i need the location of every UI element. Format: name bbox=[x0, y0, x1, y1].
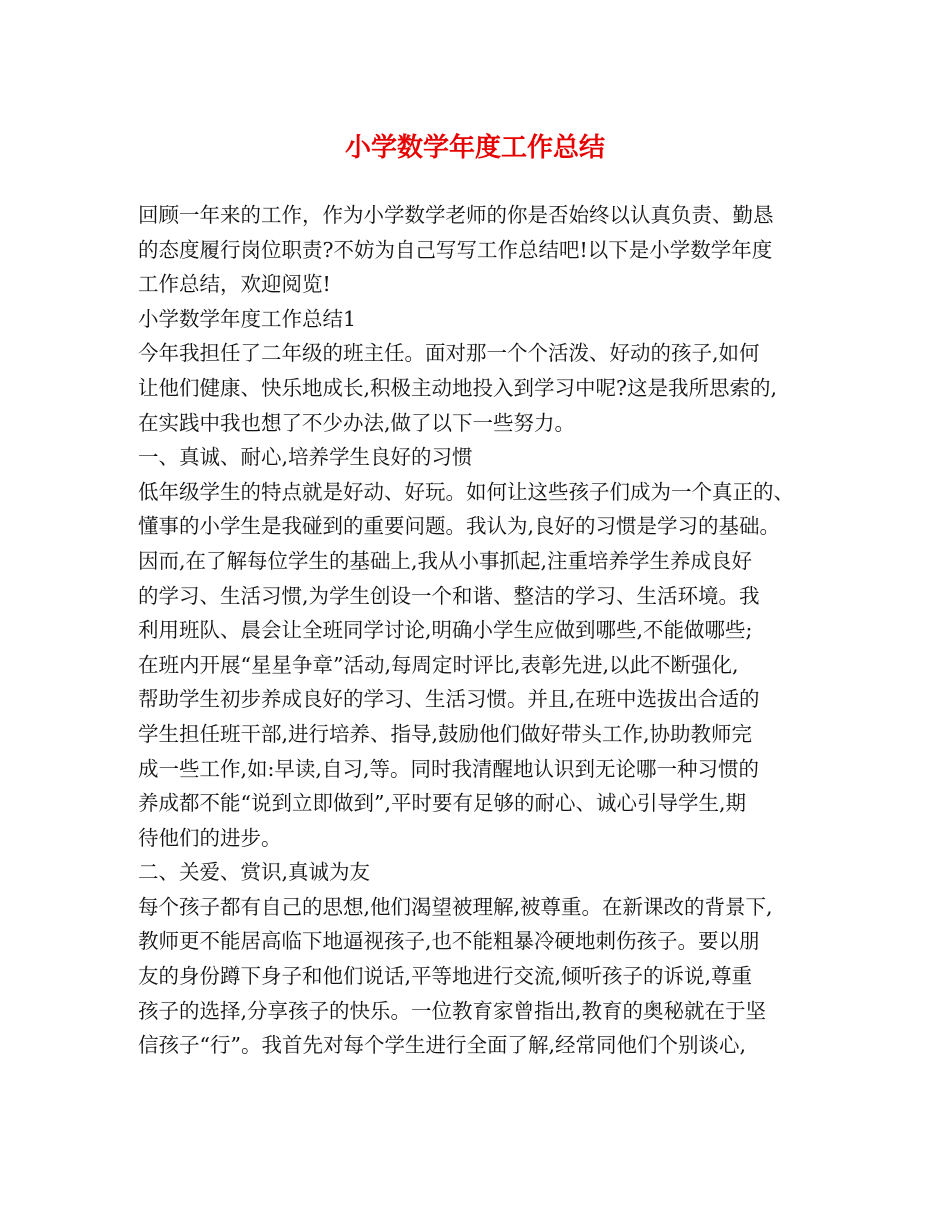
text-line: 养成都不能“说到立即做到”,平时要有足够的耐心、诚心引导学生,期 bbox=[138, 791, 746, 816]
document-body bbox=[138, 198, 828, 1063]
text-line: 帮助学生初步养成良好的学习、生活习惯。并且,在班中选拔出合适的 bbox=[138, 687, 760, 712]
text-line: 懂事的小学生是我碰到的重要问题。我认为,良好的习惯是学习的基础。 bbox=[138, 514, 781, 539]
text-line: 的学习、生活习惯,为学生创设一个和谐、整洁的学习、生活环境。我 bbox=[138, 583, 760, 608]
text-line: 每个孩子都有自己的思想,他们渴望被理解,被尊重。在新课改的背景下, bbox=[138, 894, 773, 919]
text-line: 在实践中我也想了不少办法,做了以下一些努力。 bbox=[138, 410, 576, 435]
text-line: 因而,在了解每位学生的基础上,我从小事抓起,注重培养学生养成良好 bbox=[138, 548, 753, 573]
text-line: 让他们健康、快乐地成长,积极主动地投入到学习中呢?这是我所思索的, bbox=[138, 375, 778, 400]
document-title: 小学数学年度工作总结 bbox=[344, 133, 605, 163]
text-line: 信孩子“行”。我首先对每个学生进行全面了解,经常同他们个别谈心, bbox=[138, 1033, 746, 1058]
text-line: 低年级学生的特点就是好动、好玩。如何让这些孩子们成为一个真正的、 bbox=[138, 479, 794, 504]
section-heading: 一、真诚、耐心,培养学生良好的习惯 bbox=[138, 445, 473, 470]
section-heading: 小学数学年度工作总结1 bbox=[138, 306, 357, 331]
text-line: 在班内开展“星星争章”活动,每周定时评比,表彰先进,以此不断强化, bbox=[138, 652, 739, 677]
text-line: 学生担任班干部,进行培养、指导,鼓励他们做好带头工作,协助教师完 bbox=[138, 721, 753, 746]
text-line: 工作总结，欢迎阅览! bbox=[138, 272, 331, 297]
section-heading: 二、关爱、赏识,真诚为友 bbox=[138, 860, 371, 885]
text-line: 回顾一年来的工作，作为小学数学老师的你是否始终以认真负责、勤恳 bbox=[138, 203, 774, 227]
text-line: 教师更不能居高临下地逼视孩子,也不能粗暴冷硬地刺伤孩子。要以朋 bbox=[138, 929, 760, 954]
text-line: 的态度履行岗位职责?不妨为自己写写工作总结吧!以下是小学数学年度 bbox=[138, 237, 773, 262]
text-line: 友的身份蹲下身子和他们说话,平等地进行交流,倾听孩子的诉说,尊重 bbox=[138, 964, 753, 989]
text-line: 今年我担任了二年级的班主任。面对那一个个活泼、好动的孩子,如何 bbox=[138, 341, 760, 366]
text-line: 利用班队、晨会让全班同学讨论,明确小学生应做到哪些,不能做哪些; bbox=[138, 618, 753, 643]
text-line: 孩子的选择,分享孩子的快乐。一位教育家曾指出,教育的奥秘就在于坚 bbox=[138, 998, 767, 1023]
text-line: 待他们的进步。 bbox=[138, 825, 282, 850]
text-line: 成一些工作,如:早读,自习,等。同时我清醒地认识到无论哪一种习惯的 bbox=[138, 756, 759, 781]
